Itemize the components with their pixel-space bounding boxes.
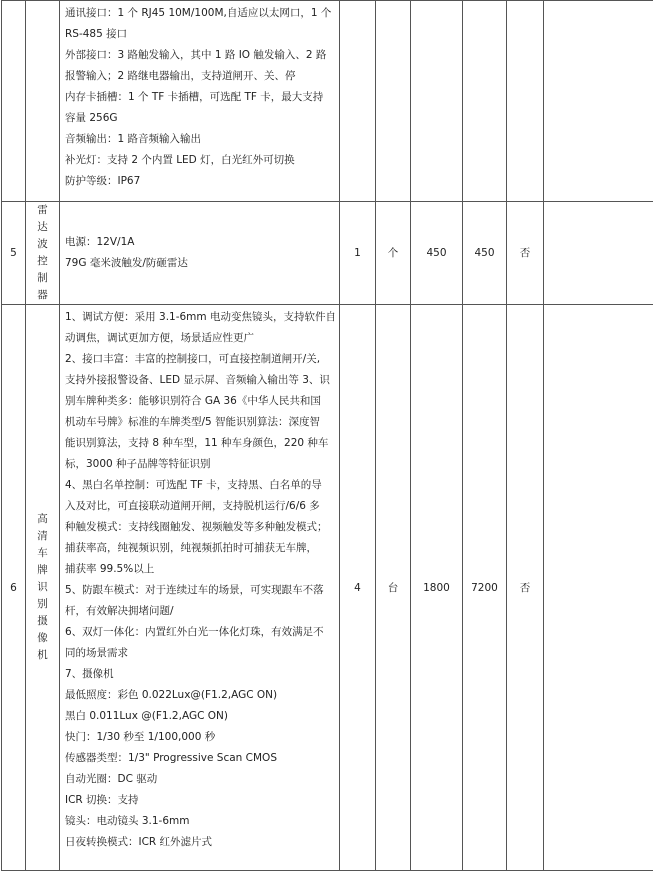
table-row-continued — [2, 1, 653, 202]
total-price-cell — [463, 1, 507, 202]
spec-line: 最低照度：彩色 0.022Lux@(F1.2,AGC ON) — [65, 685, 335, 706]
spec-line: 内存卡插槽：1 个 TF 卡插槽，可选配 TF 卡，最大支持 — [65, 87, 335, 108]
item-name-cell: 高清车牌识别摄像机 — [26, 305, 60, 871]
spec-line: 容量 256G — [65, 108, 335, 129]
row-number-cell: 5 — [2, 202, 26, 305]
spec-line: 入及对比，可直接联动道闸开闸，支持脱机运行/6/6 多 — [65, 496, 335, 517]
spec-line: 标，3000 种子品牌等特征识别 — [65, 454, 335, 475]
equipment-table — [1, 0, 653, 871]
total-price-cell: 450 — [463, 202, 507, 305]
remarks-cell — [544, 305, 653, 871]
row-number-cell: 6 — [2, 305, 26, 871]
table-row-5 — [2, 202, 653, 305]
remarks-cell — [544, 1, 653, 202]
spec-line: 种触发模式：支持线圈触发、视频触发等多种触发模式； — [65, 517, 335, 538]
unit-cell: 个 — [376, 202, 411, 305]
remarks-cell — [544, 202, 653, 305]
spec-line: 黑白 0.011Lux @(F1.2,AGC ON) — [65, 706, 335, 727]
total-price-cell: 7200 — [463, 305, 507, 871]
spec-line: 6、双灯一体化：内置红外白光一体化灯珠，有效满足不 — [65, 622, 335, 643]
quantity-cell: 4 — [340, 305, 376, 871]
spec-line: RS-485 接口 — [65, 24, 335, 45]
imported-cell: 否 — [507, 305, 544, 871]
spec-line: 报警输入；2 路继电器输出，支持道闸开、关、停 — [65, 66, 335, 87]
spec-line: 5、防跟车模式：对于连续过车的场景，可实现跟车不落 — [65, 580, 335, 601]
spec-line: 补光灯：支持 2 个内置 LED 灯，白光红外可切换 — [65, 150, 335, 171]
spec-line: 快门：1/30 秒至 1/100,000 秒 — [65, 727, 335, 748]
spec-cell — [60, 305, 340, 871]
spec-line: 能识别算法，支持 8 种车型，11 种车身颜色，220 种车 — [65, 433, 335, 454]
spec-line: 日夜转换模式：ICR 红外滤片式 — [65, 832, 335, 853]
quantity-cell: 1 — [340, 202, 376, 305]
unit-price-cell — [411, 1, 463, 202]
table-row-6 — [2, 305, 653, 871]
spec-line: 镜头：电动镜头 3.1-6mm — [65, 811, 335, 832]
unit-cell: 台 — [376, 305, 411, 871]
spec-line: 传感器类型：1/3" Progressive Scan CMOS — [65, 748, 335, 769]
unit-price-cell: 450 — [411, 202, 463, 305]
spec-line: 防护等级：IP67 — [65, 171, 335, 192]
imported-cell: 否 — [507, 202, 544, 305]
spec-line: 捕获率高，纯视频识别，纯视频抓拍时可捕获无车牌， — [65, 538, 335, 559]
spec-cell — [60, 202, 340, 305]
spec-line: 机动车号牌》标准的车牌类型/5 智能识别算法：深度智 — [65, 412, 335, 433]
spec-line: 通讯接口：1 个 RJ45 10M/100M,自适应以太网口，1 个 — [65, 3, 335, 24]
item-name-cell: 雷达波控制器 — [26, 202, 60, 305]
spec-line: 支持外接报警设备、LED 显示屏、音频输入输出等 3、识 — [65, 370, 335, 391]
spec-line: 别车牌种类多：能够识别符合 GA 36《中华人民共和国 — [65, 391, 335, 412]
spec-line: 电源：12V/1A — [65, 232, 335, 253]
item-name-cell — [26, 1, 60, 202]
imported-cell — [507, 1, 544, 202]
spec-line: ICR 切换：支持 — [65, 790, 335, 811]
spec-line: 7、摄像机 — [65, 664, 335, 685]
unit-cell — [376, 1, 411, 202]
quantity-cell — [340, 1, 376, 202]
spec-cell — [60, 1, 340, 202]
spec-line: 4、黑白名单控制：可选配 TF 卡，支持黑、白名单的导 — [65, 475, 335, 496]
spec-line: 外部接口：3 路触发输入，其中 1 路 IO 触发输入、2 路 — [65, 45, 335, 66]
unit-price-cell: 1800 — [411, 305, 463, 871]
spec-line: 捕获率 99.5%以上 — [65, 559, 335, 580]
row-number-cell — [2, 1, 26, 202]
spec-line: 动调焦，调试更加方便，场景适应性更广 — [65, 328, 335, 349]
spec-line: 音频输出：1 路音频输入输出 — [65, 129, 335, 150]
spec-line: 杆，有效解决拥堵问题/ — [65, 601, 335, 622]
spec-line: 79G 毫米波触发/防砸雷达 — [65, 253, 335, 274]
spec-line: 2、接口丰富：丰富的控制接口，可直接控制道闸开/关, — [65, 349, 335, 370]
spec-line: 1、调试方便：采用 3.1-6mm 电动变焦镜头，支持软件自 — [65, 307, 335, 328]
spec-line: 同的场景需求 — [65, 643, 335, 664]
spec-line: 自动光圈：DC 驱动 — [65, 769, 335, 790]
